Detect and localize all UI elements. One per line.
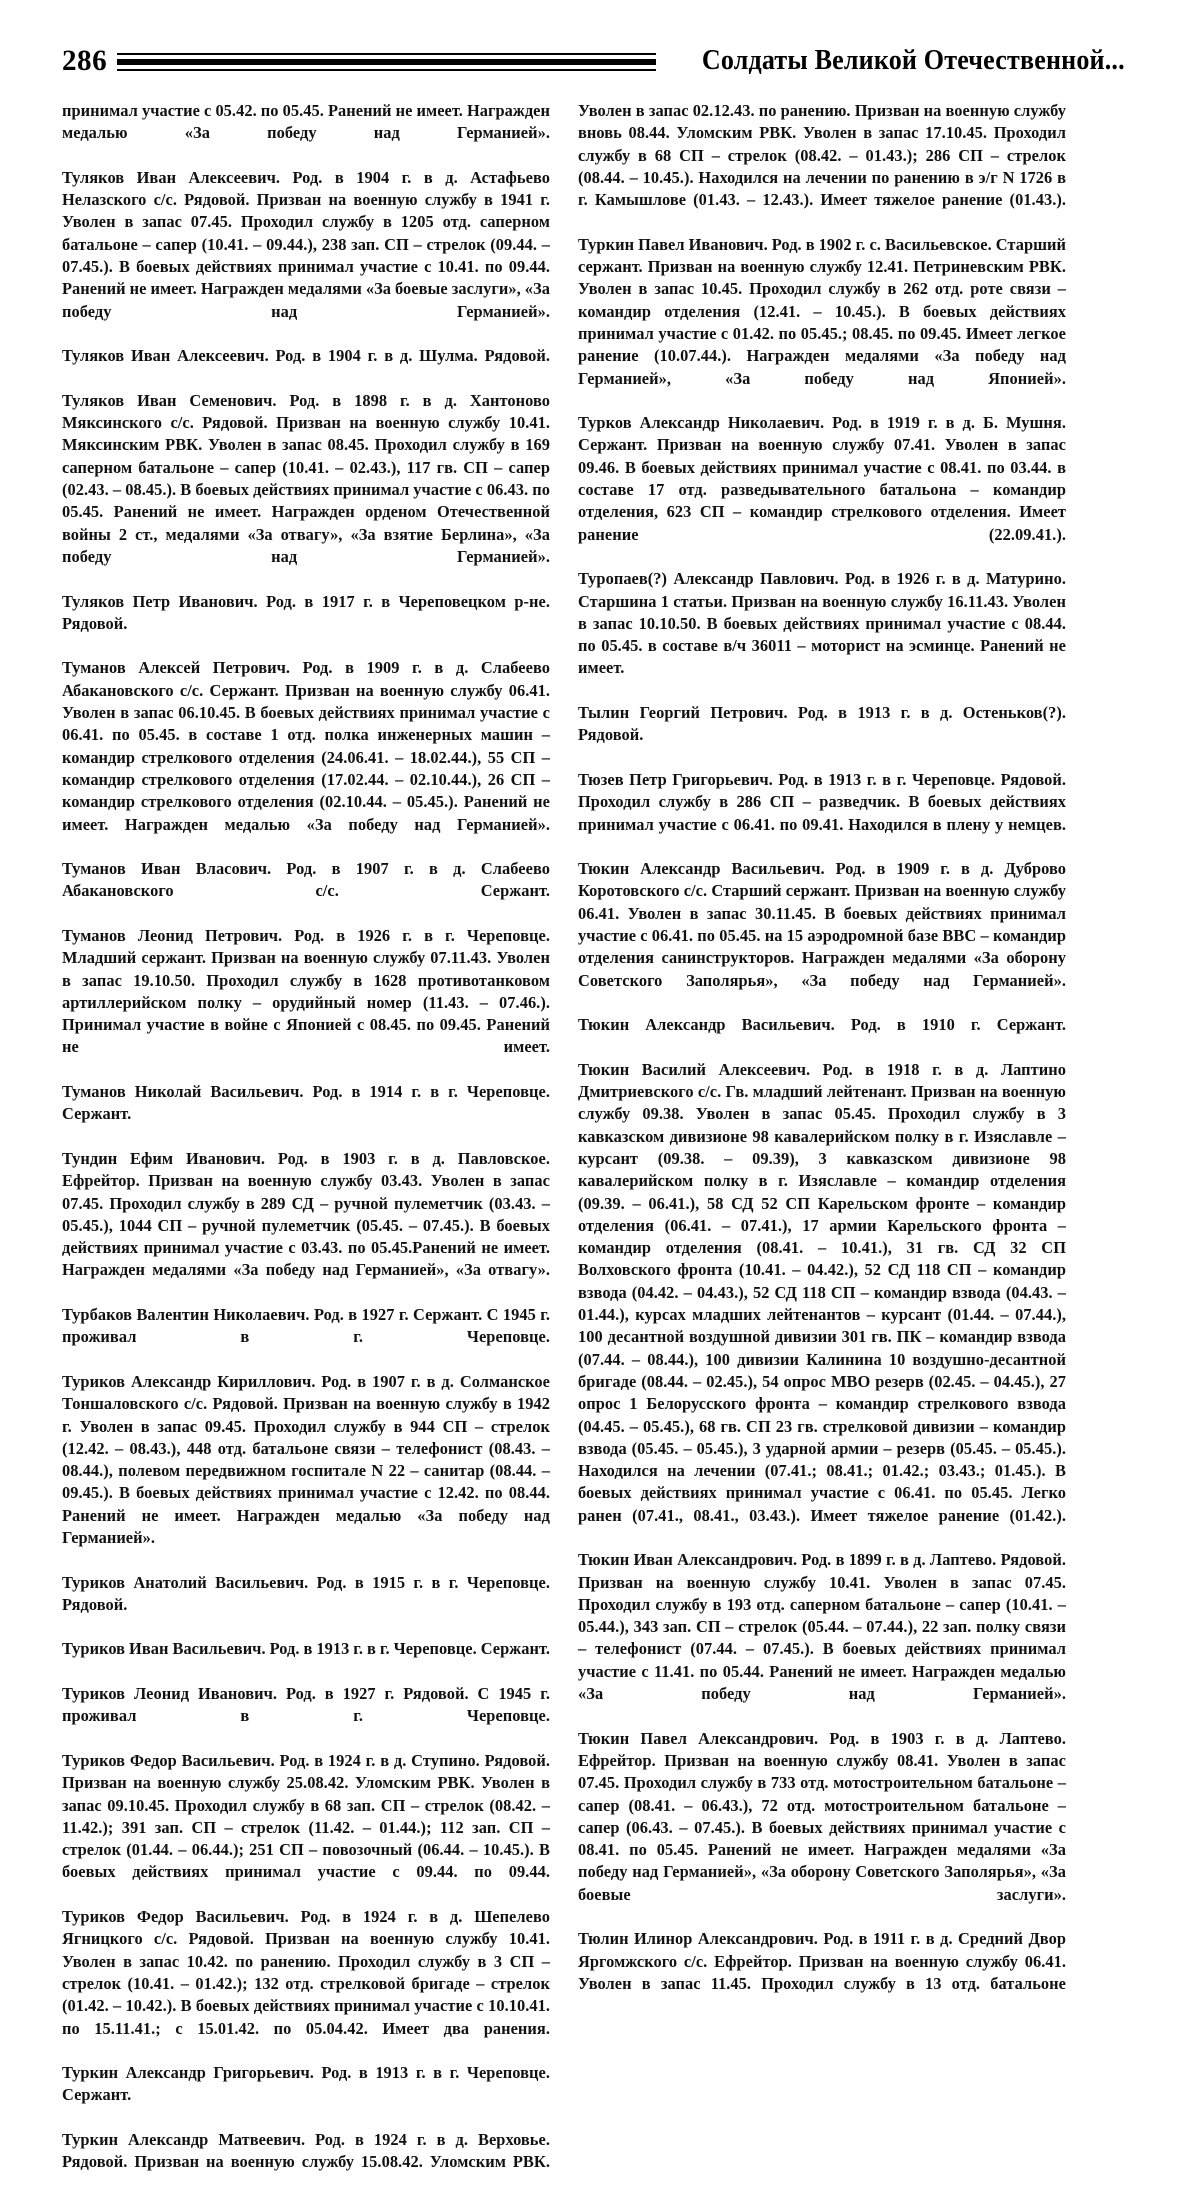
entry: Тюзев Петр Григорьевич. Род. в 1913 г. в г. Череповце. Рядовой. Проходил службу в 286 СП – разведчик. В боевых действиях принимал участие с 06.41. по 09.41. Находился в плену у немцев. [578, 769, 1066, 834]
running-head [62, 38, 1125, 84]
entry: Туриков Александр Кириллович. Род. в 1907 г. в д. Солманское Тоншаловского с/с. Рядовой. Призван на военную службу в 1942 г. Уволен в запас 09.45. Проходил службу в 944 СП – стрелок (12.42. – 08.43.), 448 отд. батальоне связи – телефонист (08.43. – 08.44.), полевом передвижном госпитале N 22 – санитар (08.44. – 09.45.). В боевых действиях принимал участие с 12.42. по 08.44. Ранений не имеет. Награжден медалью «За победу над Германией». [62, 1371, 550, 1547]
entry: принимал участие с 05.42. по 05.45. Ранений не имеет. Награжден медалью «За победу над Германией». [62, 101, 550, 143]
entry: Туляков Иван Алексеевич. Род. в 1904 г. в д. Шулма. Рядовой. [62, 346, 550, 366]
entry: Тылин Георгий Петрович. Род. в 1913 г. в д. Остеньков(?). Рядовой. [578, 703, 1066, 745]
entry: Туляков Петр Иванович. Род. в 1917 г. в Череповецком р-не. Рядовой. [62, 591, 550, 633]
entry: Туляков Иван Семенович. Род. в 1898 г. в д. Хантоново Мяксинского с/с. Рядовой. Призван на военную службу 10.41. Мяксинским РВК. Уволен в запас 08.45. Проходил службу в 169 саперном батальоне – сапер (10.41. – 02.43.), 117 гв. СП – сапер (02.43. – 08.45.). В боевых действиях принимал участие с 06.43. по 05.45. Ранений не имеет. Награжден орденом Отечественной войны 2 ст., медалями «За отвагу», «За взятие Берлина», «За победу над Германией». [62, 390, 550, 566]
entry: Туманов Алексей Петрович. Род. в 1909 г. в д. Слабеево Абакановского с/с. Сержант. Призван на военную службу 06.41. Уволен в запас 06.10.45. В боевых действиях принимал участие с 06.41. по 05.45. в составе 1 отд. полка инженерных машин – командир стрелкового отделения (24.06.41. – 18.02.44.), 55 СП – командир стрелкового отделения (17.02.44. – 02.10.44.), 26 СП – командир стрелкового отделения (02.10.44. – 05.45.). Ранений не имеет. Награжден медалью «За победу над Германией». [62, 658, 550, 834]
entry: Туриков Федор Васильевич. Род. в 1924 г. в д. Шепелево Ягницкого с/с. Рядовой. Призван на военную службу 10.41. Уволен в запас 10.42. по ранению. Проходил службу в 3 СП – стрелок (10.41. – 01.42.); 132 отд. стрелковой бригаде – стрелок (01.42. – 10.42.). В боевых действиях принимал участие с 10.10.41. по 15.11.41.; с 15.01.42. по 05.04.42. Имеет два ранения. [62, 1907, 550, 2038]
entry: Тюкин Василий Алексеевич. Род. в 1918 г. в д. Лаптино Дмитриевского с/с. Гв. младший лейтенант. Призван на военную службу 09.38. Уволен в запас 05.45. Проходил службу в 3 кавказском дивизионе 98 кавалерийском полку в г. Изяславле – курсант (09.38. – 09.39), 3 кавказском дивизионе 98 кавалерийском полку в г. Изяславле – командир отделения (09.39. – 06.41.), 58 СД 52 СП Карельском фронте – командир отделения (06.41. – 07.41.), 17 армии Карельского фронта – командир отделения (08.41. – 10.41.), 31 гв. СД 32 СП Волховского фронта (10.41. – 04.42.), 52 СД 118 СП – командир взвода (04.42. – 04.43.), 52 СД 118 СП – командир взвода (04.43. – 01.44.), курсах младших лейтенантов – курсант (01.44. – 07.44.), 100 десантной воздушной дивизии 301 гв. ПК – командир взвода (07.44. – 08.44.), 100 дивизии Калинина 10 воздушно-десантной бригаде (08.44. – 02.45.), 54 опрос МВО резерв (02.45. – 04.45.), 27 опрос 1 Белорусского фронта – командир стрелкового взвода (04.45. – 05.45.), 68 гв. СП 23 гв. стрелковой дивизии – командир взвода (05.45. – 05.45.), 3 ударной армии – резерв (05.45. – 05.45.). Находился на лечении (07.41.; 08.41.; 01.42.; 03.43.; 01.45.). В боевых действиях принимал участие с 06.41. по 05.45. Легко ранен (07.41., 08.41., 03.43.). Имеет тяжелое ранение (01.42.). [578, 1059, 1066, 1525]
entry: Тюкин Александр Васильевич. Род. в 1910 г. Сержант. [578, 1015, 1066, 1035]
book-title: Солдаты Великой Отечественной... [702, 45, 1125, 76]
entry: Туропаев(?) Александр Павлович. Род. в 1926 г. в д. Матурино. Старшина 1 статьи. Призван на военную службу 16.11.43. Уволен в запас 10.10.50. В боевых действиях принимал участие с 08.44. по 05.45. в составе в/ч 36011 – моторист на эсминце. Ранений не имеет. [578, 569, 1066, 678]
entry: Туркин Александр Григорьевич. Род. в 1913 г. в г. Череповце. Сержант. [62, 2063, 550, 2105]
entry: Туманов Николай Васильевич. Род. в 1914 г. в г. Череповце. Сержант. [62, 1082, 550, 1124]
right-column [578, 100, 1066, 2018]
entry: Тюкин Иван Александрович. Род. в 1899 г. в д. Лаптево. Рядовой. Призван на военную службу 10.41. Уволен в запас 07.45. Проходил службу в 193 отд. саперном батальоне – сапер (10.41. – 05.44.), 343 зап. СП – стрелок (05.44. – 07.44.), 22 зап. полку связи – телефонист (07.44. – 07.45.). В боевых действиях принимал участие с 11.41. по 05.44. Ранений не имеет. Награжден медалью «За победу над Германией». [578, 1550, 1066, 1704]
entry: Туриков Леонид Иванович. Род. в 1927 г. Рядовой. С 1945 г. проживал в г. Череповце. [62, 1684, 550, 1726]
text-columns [62, 100, 1125, 2172]
left-column [62, 100, 550, 2196]
entry: Турков Александр Николаевич. Род. в 1919 г. в д. Б. Мушня. Сержант. Призван на военную службу 07.41. Уволен в запас 09.46. В боевых действиях принимал участие с 08.41. по 03.44. в составе 17 отд. разведывательного батальона – командир отделения, 623 СП – командир стрелкового отделения. Имеет ранение (22.09.41.). [578, 413, 1066, 544]
entry: Туркин Александр Матвеевич. Род. в 1924 г. в д. Верховье. Рядовой. Призван на военную службу 15.08.42. Уломским РВК. [62, 2130, 550, 2172]
entry: Туриков Федор Васильевич. Род. в 1924 г. в д. Ступино. Рядовой. Призван на военную службу 25.08.42. Уломским РВК. Уволен в запас 09.10.45. Проходил службу в 68 зап. СП – стрелок (08.42. – 11.42.); 391 зап. СП – стрелок (11.42. – 01.44.); 112 зап. СП – стрелок (01.44. – 06.44.); 251 СП – повозочный (06.44. – 10.45.). В боевых действиях принимал участие с 09.44. по 09.44. [62, 1750, 550, 1882]
page-number: 286 [62, 44, 108, 77]
entry: Тюкин Александр Васильевич. Род. в 1909 г. в д. Дуброво Коротовского с/с. Старший сержант. Призван на военную службу 06.41. Уволен в запас 30.11.45. В боевых действиях принимал участие с 06.41. по 05.45. на 15 аэродромной базе ВВС – командир отделения санинструкторов. Награжден медалями «За оборону Советского Заполярья», «За победу над Германией». [578, 859, 1066, 990]
entry: Тундин Ефим Иванович. Род. в 1903 г. в д. Павловское. Ефрейтор. Призван на военную службу 03.43. Уволен в запас 07.45. Проходил службу в 289 СД – ручной пулеметчик (03.43. – 05.45.), 1044 СП – ручной пулеметчик (05.45. – 07.45.). В боевых действиях принимал участие с 03.43. по 05.45.Ранений не имеет. Награжден медалями «За победу над Германией», «За отвагу». [62, 1148, 550, 1280]
rule-thin-bottom [117, 69, 657, 71]
entry: Тюлин Илинор Александрович. Род. в 1911 г. в д. Средний Двор Яргомжского с/с. Ефрейтор. Призван на военную службу 06.41. Уволен в запас 11.45. Проходил службу в 13 отд. батальоне [578, 1929, 1066, 1993]
entry: Туманов Иван Власович. Род. в 1907 г. в д. Слабеево Абакановского с/с. Сержант. [62, 859, 550, 901]
entry: Туриков Иван Васильевич. Род. в 1913 г. в г. Череповце. Сержант. [62, 1639, 550, 1659]
header-decorative-rules [117, 53, 657, 71]
entry: Туляков Иван Алексеевич. Род. в 1904 г. в д. Астафьево Нелазского с/с. Рядовой. Призван на военную службу в 1941 г. Уволен в запас 07.45. Проходил службу в 1205 отд. саперном батальоне – сапер (10.41. – 09.44.), 238 зап. СП – стрелок (09.44. – 07.45.). В боевых действиях принимал участие с 10.41. по 09.44. Ранений не имеет. Награжден медалями «За боевые заслуги», «За победу над Германией». [62, 167, 550, 321]
entry: Тюкин Павел Александрович. Род. в 1903 г. в д. Лаптево. Ефрейтор. Призван на военную службу 08.41. Уволен в запас 07.45. Проходил службу в 733 отд. мотостроительном батальоне – сапер (08.41. – 06.43.), 72 отд. мотостроительном батальоне – сапер (06.43. – 07.45.). В боевых действиях принимал участие с 08.41. по 05.45. Ранений не имеет. Награжден медалями «За победу над Германией», «За оборону Советского Заполярья», «За боевые заслуги». [578, 1728, 1066, 1904]
entry: Уволен в запас 02.12.43. по ранению. Призван на военную службу вновь 08.44. Уломским РВК. Уволен в запас 17.10.45. Проходил службу в 68 СП – стрелок (08.42. – 01.43.); 286 СП – стрелок (08.44. – 10.45.). Находился на лечении по ранению в э/г N 1726 в г. Камышлове (01.43. – 12.43.). Имеет тяжелое ранение (01.43.). [578, 101, 1066, 210]
entry: Туриков Анатолий Васильевич. Род. в 1915 г. в г. Череповце. Рядовой. [62, 1572, 550, 1614]
entry: Турбаков Валентин Николаевич. Род. в 1927 г. Сержант. С 1945 г. проживал в г. Череповце. [62, 1305, 550, 1347]
entry: Туманов Леонид Петрович. Род. в 1926 г. в г. Череповце. Младший сержант. Призван на военную службу 07.11.43. Уволен в запас 19.10.50. Проходил службу в 1628 противотанковом артиллерийском полку – орудийный номер (11.43. – 07.46.). Принимал участие в войне с Японией с 08.45. по 09.45. Ранений не имеет. [62, 925, 550, 1057]
entry: Туркин Павел Иванович. Род. в 1902 г. с. Васильевское. Старший сержант. Призван на военную службу 12.41. Петриневским РВК. Уволен в запас 10.45. Проходил службу в 262 отд. роте связи – командир отделения (12.41. – 10.45.). В боевых действиях принимал участие с 01.42. по 05.45.; 08.45. по 09.45. Имеет легкое ранение (10.07.44.). Награжден медалями «За победу над Германией», «За победу над Японией». [578, 234, 1066, 388]
